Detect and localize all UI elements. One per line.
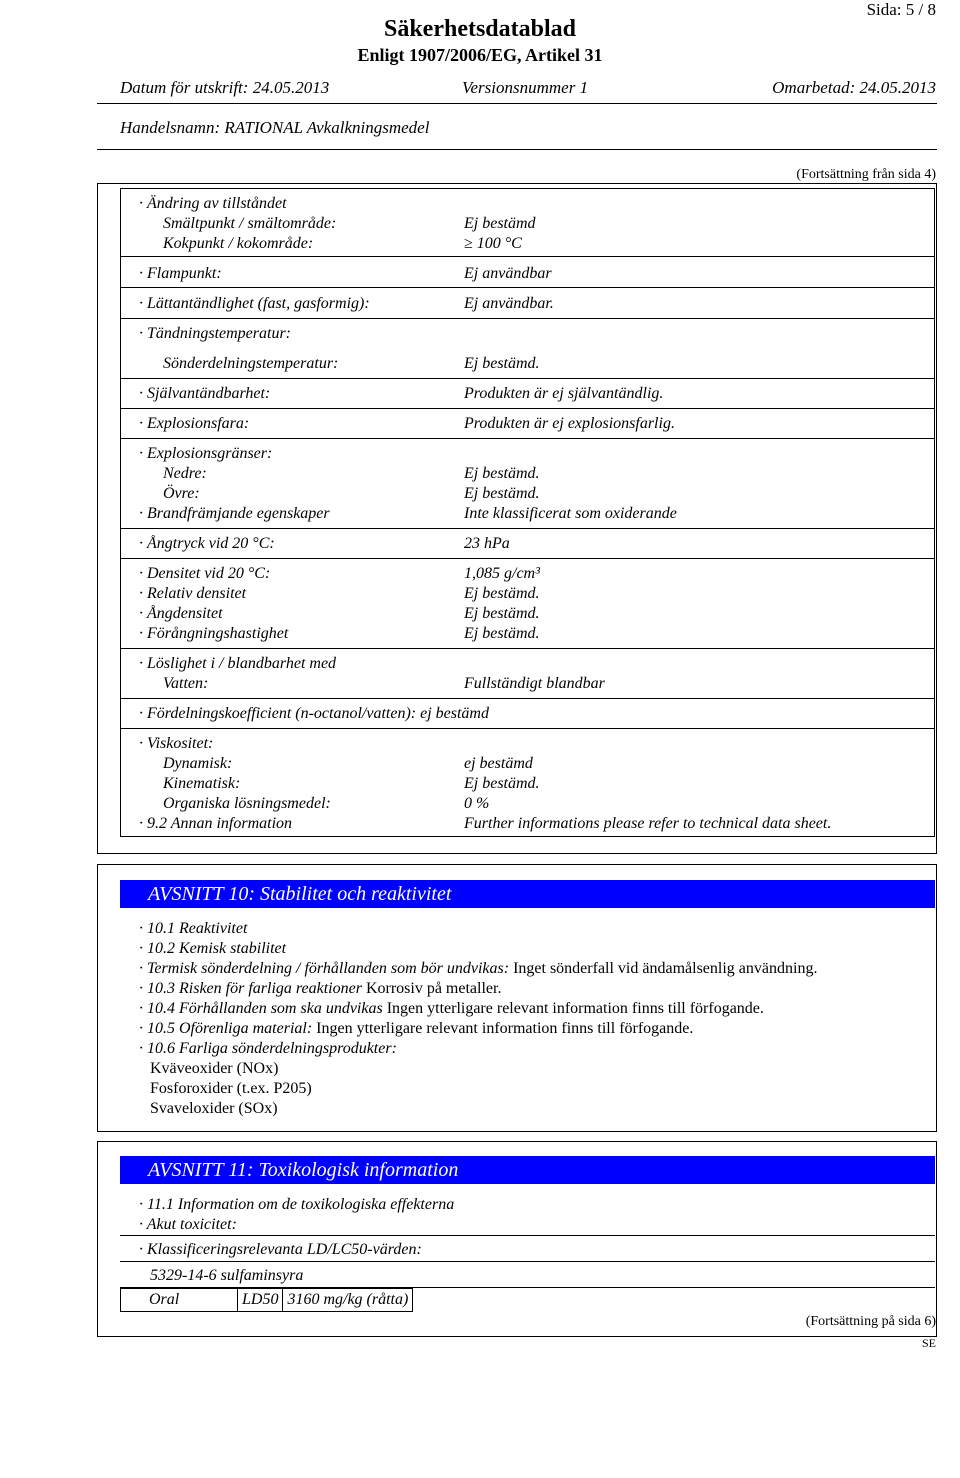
decomposition-product: Kväveoxider (NOx): [150, 1060, 279, 1077]
incompatible-materials: [139, 1019, 693, 1039]
type-cell: LD50: [238, 1289, 283, 1312]
water-label: Vatten:: [163, 675, 209, 692]
toxicity-table: [120, 1288, 413, 1312]
row-divider: [120, 698, 935, 699]
viscosity-label: · Viskositet:: [139, 735, 214, 752]
explosion-label: · Explosionsfara:: [139, 415, 250, 432]
thermal-value: Inget sönderfall vid ändamålsenlig användning.: [513, 960, 818, 977]
value-cell: 3160 mg/kg (råtta): [283, 1289, 413, 1312]
relative-density-value: Ej bestämd.: [464, 585, 540, 602]
row-divider: [120, 438, 935, 439]
boiling-value: ≥ 100 °C: [464, 235, 522, 252]
boiling-label: Kokpunkt / kokområde:: [163, 235, 314, 252]
row-divider: [120, 528, 935, 529]
row-divider: [120, 1235, 935, 1236]
header-divider: [97, 103, 937, 104]
row-divider: [120, 728, 935, 729]
vapour-density-label: · Ångdensitet: [139, 605, 223, 622]
solvents-label: Organiska lösningsmedel:: [163, 795, 331, 812]
partition-label: [139, 704, 489, 724]
print-date: Datum för utskrift: 24.05.2013: [120, 78, 330, 97]
other-info-value: Further informations please refer to technical data sheet.: [464, 815, 832, 832]
evaporation-label: · Förångningshastighet: [139, 625, 289, 642]
row-divider: [120, 558, 935, 559]
melting-label: Smältpunkt / smältområde:: [163, 215, 337, 232]
decomposition-temp-label: Sönderdelningstemperatur:: [163, 355, 339, 372]
partition-label-text: · Fördelningskoefficient (n-octanol/vatten):: [139, 705, 417, 722]
vapour-density-value: Ej bestämd.: [464, 605, 540, 622]
melting-value: Ej bestämd: [464, 215, 536, 232]
substance-name: 5329-14-6 sulfaminsyra: [150, 1267, 304, 1284]
avoid-value: Ingen ytterligare relevant information finns till förfogande.: [386, 1000, 764, 1017]
toxicological-info: · 11.1 Information om de toxikologiska effekterna: [139, 1196, 455, 1213]
lower-limit-label: Nedre:: [163, 465, 207, 482]
vapour-pressure-value: 23 hPa: [464, 535, 510, 552]
row-divider: [120, 648, 935, 649]
row-divider: [120, 1261, 935, 1262]
self-ignition-label: · Självantändbarhet:: [139, 385, 271, 402]
version-number: Versionsnummer 1: [462, 78, 589, 97]
flash-value: Ej användbar: [464, 265, 552, 282]
section-10-title: AVSNITT 10: Stabilitet och reaktivitet: [120, 880, 935, 908]
avoid-label: · 10.4 Förhållanden som ska undvikas: [139, 1000, 383, 1017]
trade-name: Handelsnamn: RATIONAL Avkalkningsmedel: [120, 118, 430, 137]
oxidizing-value: Inte klassificerat som oxiderande: [464, 505, 677, 522]
upper-limit-label: Övre:: [163, 485, 200, 502]
reactivity: · 10.1 Reaktivitet: [139, 920, 248, 937]
ignition-label: · Tändningstemperatur:: [139, 325, 291, 342]
incompatible-label: · 10.5 Oförenliga material:: [139, 1020, 313, 1037]
table-row: [121, 1289, 413, 1312]
thermal-decomposition: [139, 959, 817, 979]
dynamic-label: Dynamisk:: [163, 755, 233, 772]
acute-toxicity: · Akut toxicitet:: [139, 1216, 237, 1233]
row-divider: [120, 318, 935, 319]
continued-from: (Fortsättning från sida 4): [796, 167, 936, 182]
document-title: Säkerhetsdatablad: [383, 16, 577, 42]
vapour-pressure-label: · Ångtryck vid 20 °C:: [139, 535, 275, 552]
upper-limit-value: Ej bestämd.: [464, 485, 540, 502]
hazardous-label: · 10.3 Risken för farliga reaktioner: [139, 980, 362, 997]
section-11-title: AVSNITT 11: Toxikologisk information: [120, 1156, 935, 1184]
revised-date: Omarbetad: 24.05.2013: [772, 78, 936, 97]
dynamic-value: ej bestämd: [464, 755, 533, 772]
route-cell: Oral: [121, 1289, 238, 1312]
row-divider: [120, 256, 935, 257]
country-code: SE: [921, 1336, 936, 1350]
header-divider-bottom: [97, 149, 937, 150]
water-value: Fullständigt blandbar: [464, 675, 605, 692]
oxidizing-label: · Brandfrämjande egenskaper: [139, 505, 330, 522]
explosion-limits-label: · Explosionsgränser:: [139, 445, 273, 462]
page-number: Sida: 5 / 8: [866, 0, 936, 19]
row-divider: [120, 408, 935, 409]
self-ignition-value: Produkten är ej självantändlig.: [464, 385, 664, 402]
decomposition-temp-value: Ej bestämd.: [464, 355, 540, 372]
decomposition-product: Svaveloxider (SOx): [150, 1100, 278, 1117]
incompatible-value: Ingen ytterligare relevant information finns till förfogande.: [316, 1020, 694, 1037]
solubility-label: · Löslighet i / blandbarhet med: [139, 655, 337, 672]
flammability-label: · Lättantändlighet (fast, gasformig):: [139, 295, 370, 312]
solvents-value: 0 %: [464, 795, 490, 812]
state-change-label: · Ändring av tillståndet: [139, 195, 287, 212]
kinematic-value: Ej bestämd.: [464, 775, 540, 792]
density-value: 1,085 g/cm³: [464, 565, 540, 582]
lower-limit-value: Ej bestämd.: [464, 465, 540, 482]
flammability-value: Ej användbar.: [464, 295, 554, 312]
continued-on: (Fortsättning på sida 6): [805, 1314, 936, 1329]
hazardous-reactions: [139, 979, 501, 999]
row-divider: [120, 378, 935, 379]
partition-value: ej bestämd: [420, 705, 489, 722]
decomposition-products-label: · 10.6 Farliga sönderdelningsprodukter:: [139, 1040, 397, 1057]
decomposition-product: Fosforoxider (t.ex. P205): [150, 1080, 312, 1097]
document-subtitle: Enligt 1907/2006/EG, Artikel 31: [357, 45, 603, 65]
relative-density-label: · Relativ densitet: [139, 585, 247, 602]
kinematic-label: Kinematisk:: [163, 775, 241, 792]
flash-label: · Flampunkt:: [139, 265, 222, 282]
chemical-stability: · 10.2 Kemisk stabilitet: [139, 940, 287, 957]
thermal-label: · Termisk sönderdelning / förhållanden som bör undvikas:: [139, 960, 510, 977]
explosion-value: Produkten är ej explosionsfarlig.: [464, 415, 675, 432]
hazardous-value: Korrosiv på metaller.: [365, 980, 502, 997]
density-label: · Densitet vid 20 °C:: [139, 565, 271, 582]
evaporation-value: Ej bestämd.: [464, 625, 540, 642]
other-info-label: · 9.2 Annan information: [139, 815, 293, 832]
row-divider: [120, 287, 935, 288]
conditions-to-avoid: [139, 999, 764, 1019]
ld-values-label: · Klassificeringsrelevanta LD/LC50-värden:: [139, 1241, 422, 1258]
